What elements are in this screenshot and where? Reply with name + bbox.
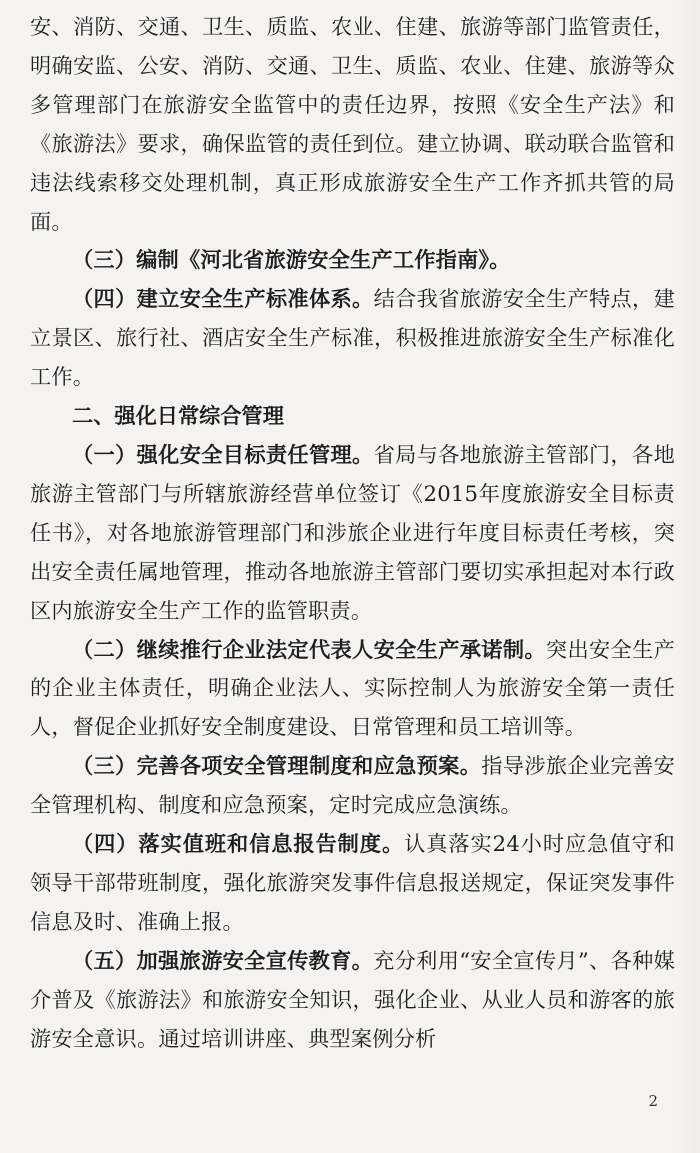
paragraph-lead: （四）建立安全生产标准体系。: [72, 286, 374, 312]
document-body: [30, 8, 675, 1058]
paragraph-lead: （一）强化安全目标责任管理。: [72, 441, 374, 467]
page-number: 2: [648, 1092, 658, 1110]
paragraph-lead: （四）落实值班和信息报告制度。: [72, 831, 405, 857]
paragraph-text: 充分利用“安全宣传月”、各种媒介普及《旅游法》和旅游安全知识，强化企业、从业人员和游客的旅游安全意识。通过培训讲座、典型案例分析: [30, 947, 675, 1051]
paragraph-continuation: [30, 8, 675, 241]
paragraph-text: 安、消防、交通、卫生、质监、农业、住建、旅游等部门监管责任，明确安监、公安、消防、交通、卫生、质监、农业、住建、旅游等众多管理部门在旅游安全监管中的责任边界，按照《安全生产法》和《旅游法》要求，确保监管的责任到位。建立协调、联动联合监管和违法线索移交处理机制，真正形成旅游安全生产工作齐抓共管的局面。: [30, 14, 675, 234]
paragraph-text: 突出安全生产的企业主体责任，明确企业法人、实际控制人为旅游安全第一责任人，督促企业抓好安全制度建设、日常管理和员工培训等。: [30, 636, 675, 740]
paragraph-lead: （五）加强旅游安全宣传教育。: [72, 947, 374, 973]
paragraph-item-3-emergency-plan: [30, 747, 675, 825]
section-heading: 二、强化日常综合管理: [72, 403, 284, 429]
paragraph-item-4-standards: [30, 280, 675, 397]
scan-edge-shadow: [676, 0, 700, 1153]
paragraph-item-1-responsibility: [30, 436, 675, 631]
paragraph-text: 省局与各地旅游主管部门，各地旅游主管部门与所辖旅游经营单位签订《2015年度旅游安全目标责任书》，对各地旅游管理部门和涉旅企业进行年度目标责任考核，突出安全责任属地管理，推动各地旅游主管部门要切实承担起对本行政区内旅游安全生产工作的监管职责。: [30, 441, 675, 623]
paragraph-lead: （三）编制《河北省旅游安全生产工作指南》。: [72, 247, 511, 273]
paragraph-item-5-education: [30, 942, 675, 1059]
paragraph-item-4-duty-reporting: [30, 825, 675, 942]
paragraph-lead: （二）继续推行企业法定代表人安全生产承诺制。: [72, 636, 546, 662]
paragraph-text: 认真落实24小时应急值守和领导干部带班制度，强化旅游突发事件信息报送规定，保证突发事件信息及时、准确上报。: [30, 831, 675, 934]
paragraph-text: 结合我省旅游安全生产特点，建立景区、旅行社、酒店安全生产标准，积极推进旅游安全生产标准化工作。: [30, 286, 675, 390]
paragraph-item-2-commitment: [30, 631, 675, 748]
paragraph-text: 指导涉旅企业完善安全管理机构、制度和应急预案，定时完成应急演练。: [30, 753, 675, 818]
paragraph-lead: （三）完善各项安全管理制度和应急预案。: [72, 753, 482, 779]
paragraph-item-3-guide: [30, 241, 675, 280]
